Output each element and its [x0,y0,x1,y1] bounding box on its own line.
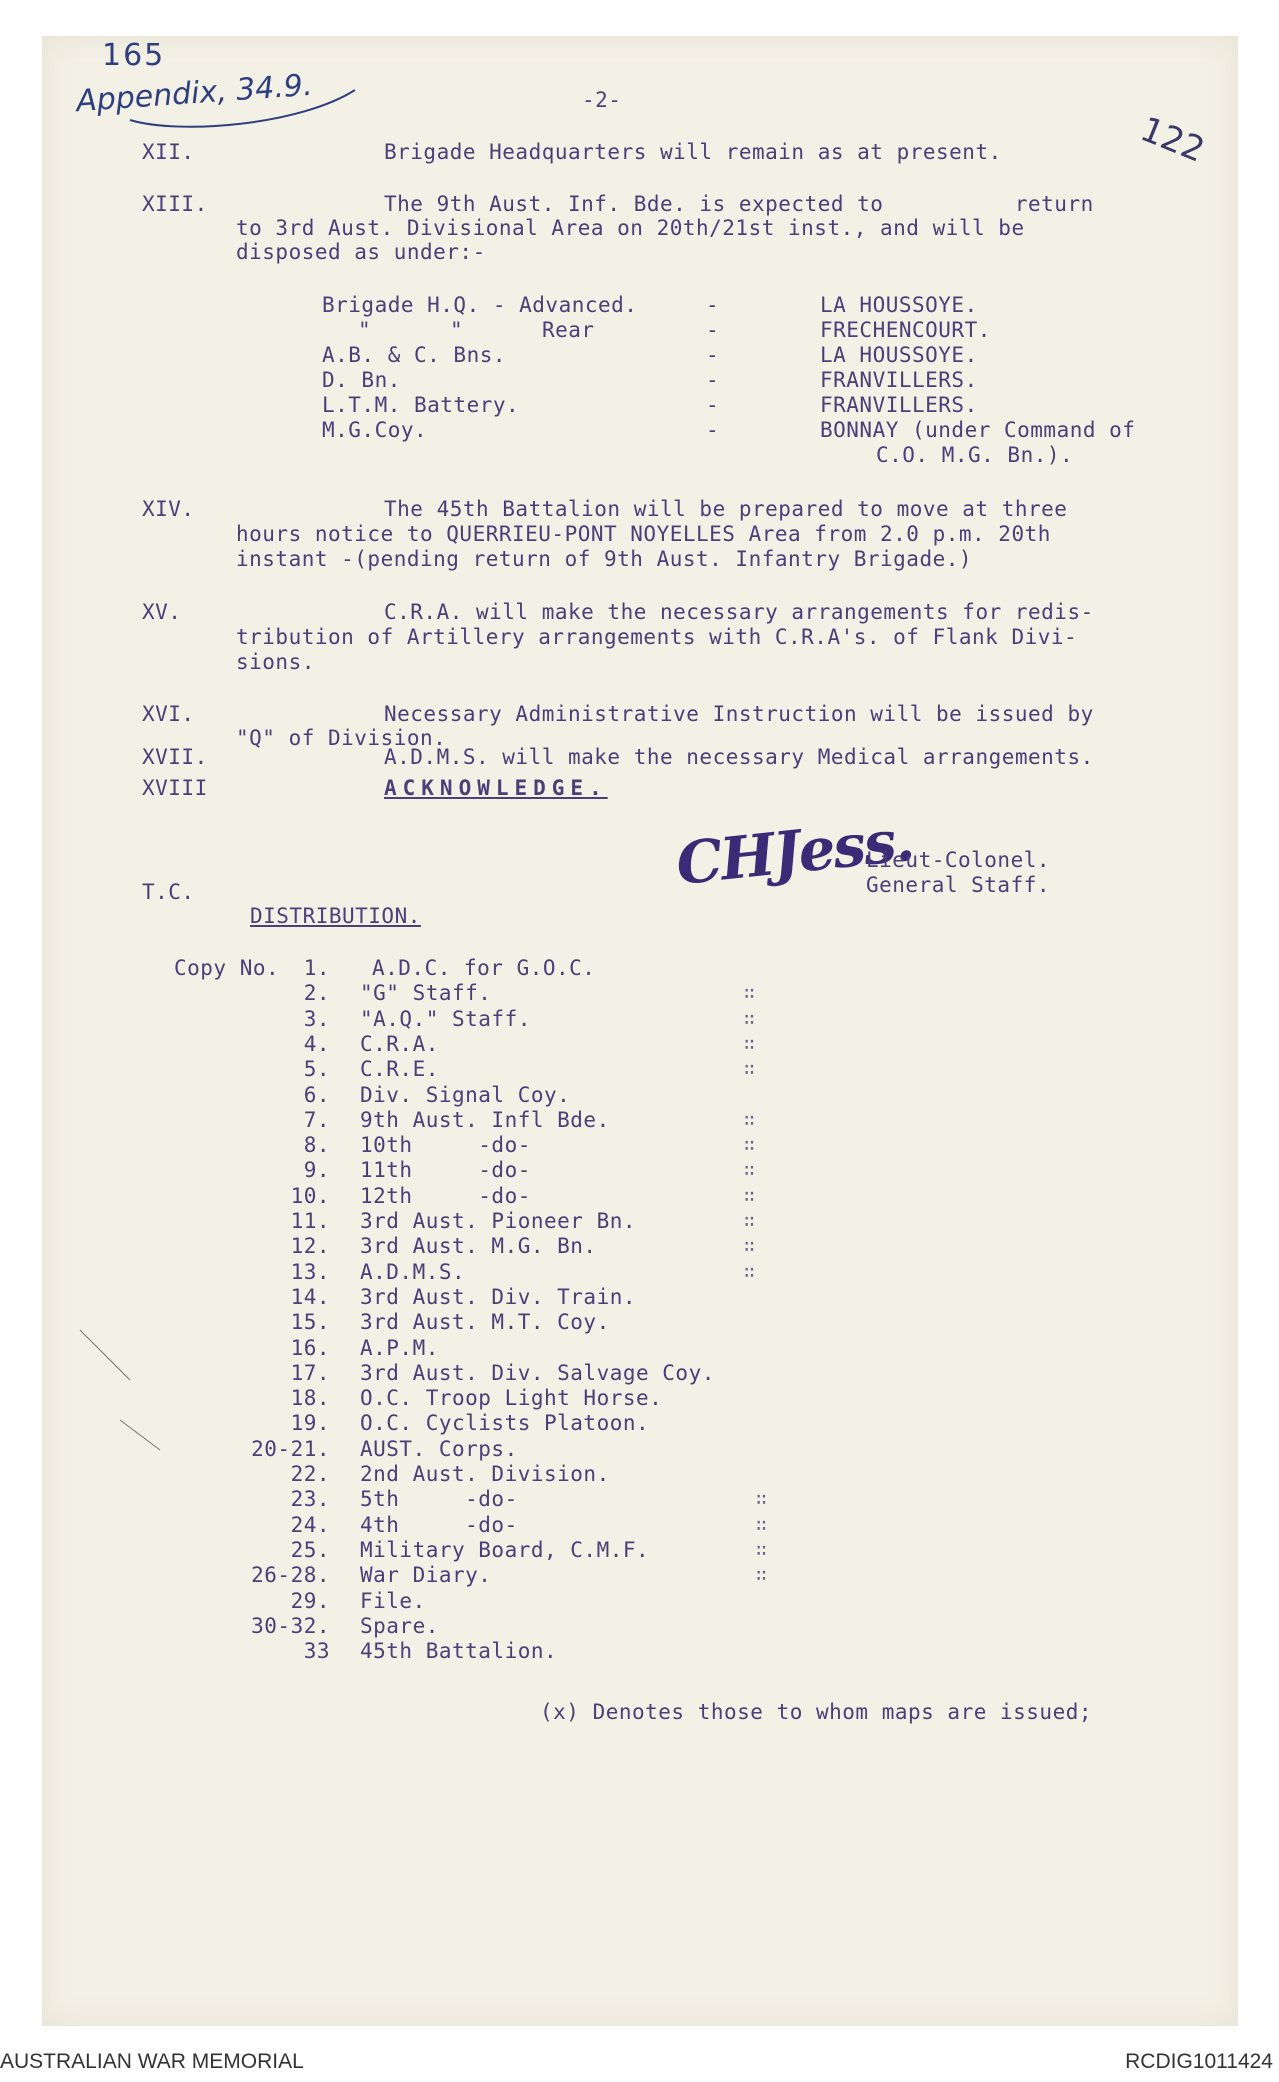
map-issued-mark: ∷ [756,1540,767,1561]
signature-rank: Lieut-Colonel. [866,848,1051,872]
disposition-unit: M.G.Coy. [322,418,428,442]
distribution-heading: DISTRIBUTION. [250,904,421,928]
para-xii-text: Brigade Headquarters will remain as at present. [384,140,1002,164]
copy-number: 29. [290,1589,330,1613]
distribution-recipient: Military Board, C.M.F. [360,1538,650,1562]
distribution-recipient: Spare. [360,1614,439,1638]
distribution-recipient: C.R.E. [360,1057,439,1081]
para-xiii-number: XIII. [142,192,208,216]
para-xv-line: C.R.A. will make the necessary arrangements for redis- [384,600,1094,624]
copy-number: 22. [290,1462,330,1486]
para-xiii-line: disposed as under:- [236,240,486,264]
para-xv-line: tribution of Artillery arrangements with C.R.A's. of Flank Divi- [236,625,1078,649]
tc-initials: T.C. [142,880,195,904]
map-issued-mark: ∷ [756,1489,767,1510]
footer-id: RCDIG1011424 [1125,2050,1273,2073]
copy-number: 26-28. [251,1563,330,1587]
pencil-marks [60,1320,180,1460]
distribution-recipient: 12th -do- [360,1184,531,1208]
disposition-dash: - [706,393,720,417]
page-stamp-number: 122 [1134,109,1211,171]
distribution-recipient: C.R.A. [360,1032,439,1056]
map-issued-mark: ∷ [744,1211,755,1232]
copy-number: 13. [290,1260,330,1284]
map-issued-mark: ∷ [744,1236,755,1257]
copy-number: 6. [303,1083,330,1107]
copy-number: 9. [303,1158,330,1182]
map-issued-mark: ∷ [744,1034,755,1055]
copy-number: 5. [303,1057,330,1081]
footer-archive: AUSTRALIAN WAR MEMORIAL [0,2050,304,2073]
disposition-place: BONNAY (under Command of [820,418,1136,442]
para-xvii-number: XVII. [142,745,208,769]
copy-number: 20-21. [251,1437,330,1461]
map-issued-mark: ∷ [744,1110,755,1131]
para-xv-line: sions. [236,650,315,674]
copy-number: 12. [290,1234,330,1258]
disposition-dash: - [706,368,720,392]
disposition-unit: L.T.M. Battery. [322,393,520,417]
distribution-recipient: 3rd Aust. Pioneer Bn. [360,1209,637,1233]
para-xvi-number: XVI. [142,702,195,726]
para-xvii-text: A.D.M.S. will make the necessary Medical arrangements. [384,745,1094,769]
distribution-recipient: 2nd Aust. Division. [360,1462,610,1486]
distribution-recipient: Div. Signal Coy. [360,1083,571,1107]
distribution-recipient: "A.Q." Staff. [360,1007,531,1031]
copy-number: 33 [303,1639,330,1663]
map-issued-mark: ∷ [744,1186,755,1207]
disposition-place: C.O. M.G. Bn.). [876,443,1074,467]
signature-role: General Staff. [866,873,1051,897]
copy-number: 15. [290,1310,330,1334]
disposition-unit: " " Rear [358,318,595,342]
distribution-recipient: AUST. Corps. [360,1437,518,1461]
acknowledge-text: ACKNOWLEDGE. [384,776,608,800]
distribution-recipient: 11th -do- [360,1158,531,1182]
para-xvi-line: Necessary Administrative Instruction will be issued by [384,702,1094,726]
disposition-place: FRECHENCOURT. [820,318,991,342]
distribution-recipient: War Diary. [360,1563,492,1587]
disposition-place: LA HOUSSOYE. [820,293,978,317]
distribution-recipient: 10th -do- [360,1133,531,1157]
copy-number: 3. [303,1007,330,1031]
copy-number: 30-32. [251,1614,330,1638]
appendix-annotation: Appendix, 34.9. [75,67,314,120]
para-xviii-number: XVIII [142,776,208,800]
copy-number: 7. [303,1108,330,1132]
disposition-unit: A.B. & C. Bns. [322,343,507,367]
para-xv-number: XV. [142,600,182,624]
disposition-place: FRANVILLERS. [820,368,978,392]
copy-number: 4. [303,1032,330,1056]
map-issued-mark: ∷ [744,983,755,1004]
copy-number: 2. [303,981,330,1005]
disposition-dash: - [706,318,720,342]
copy-number: 1. [303,956,330,980]
copy-number: 14. [290,1285,330,1309]
signature: CHJess. [673,805,916,899]
copy-number: 17. [290,1361,330,1385]
distribution-recipient: File. [360,1589,426,1613]
document-page [42,36,1238,2026]
copy-number: 10. [290,1184,330,1208]
distribution-recipient: 45th Battalion. [360,1639,558,1663]
distribution-recipient: A.D.M.S. [360,1260,466,1284]
copy-number: 23. [290,1487,330,1511]
map-issued-mark: ∷ [744,1009,755,1030]
disposition-dash: - [706,418,720,442]
distribution-recipient: 5th -do- [360,1487,518,1511]
para-xiv-line: hours notice to QUERRIEU-PONT NOYELLES Area from 2.0 p.m. 20th [236,522,1051,546]
distribution-recipient: O.C. Cyclists Platoon. [360,1411,650,1435]
para-xvi-line: "Q" of Division. [236,726,447,750]
disposition-unit: D. Bn. [322,368,401,392]
copy-number: 18. [290,1386,330,1410]
para-xiv-line: The 45th Battalion will be prepared to move at three [384,497,1068,521]
para-xiii-line: The 9th Aust. Inf. Bde. is expected to return [384,192,1094,216]
distribution-recipient: 3rd Aust. M.G. Bn. [360,1234,597,1258]
disposition-place: FRANVILLERS. [820,393,978,417]
appendix-circle [120,80,360,140]
disposition-dash: - [706,293,720,317]
distribution-recipient: 9th Aust. Infl Bde. [360,1108,610,1132]
para-xiii-line: to 3rd Aust. Divisional Area on 20th/21st inst., and will be [236,216,1025,240]
copy-number: 11. [290,1209,330,1233]
distribution-recipient: "G" Staff. [360,981,492,1005]
copy-number: 24. [290,1513,330,1537]
distribution-recipient: 4th -do- [360,1513,518,1537]
map-issued-mark: ∷ [744,1059,755,1080]
distribution-recipient: A.P.M. [360,1336,439,1360]
copy-number: 25. [290,1538,330,1562]
disposition-dash: - [706,343,720,367]
distribution-recipient: A.D.C. for G.O.C. [372,956,596,980]
para-xiv-line: instant -(pending return of 9th Aust. Infantry Brigade.) [236,547,973,571]
distribution-recipient: 3rd Aust. M.T. Coy. [360,1310,610,1334]
distribution-recipient: 3rd Aust. Div. Salvage Coy. [360,1361,715,1385]
distribution-recipient: O.C. Troop Light Horse. [360,1386,663,1410]
copy-label: Copy No. [174,956,280,980]
para-xii-number: XII. [142,140,195,164]
map-issued-mark: ∷ [756,1565,767,1586]
page-number: -2- [582,88,622,112]
disposition-place: LA HOUSSOYE. [820,343,978,367]
copy-number: 19. [290,1411,330,1435]
folio-number: 165 [102,38,166,73]
para-xiv-number: XIV. [142,497,195,521]
map-issued-mark: ∷ [744,1135,755,1156]
map-issued-mark: ∷ [744,1160,755,1181]
distribution-note: (x) Denotes those to whom maps are issued; [540,1700,1093,1724]
copy-number: 8. [303,1133,330,1157]
distribution-recipient: 3rd Aust. Div. Train. [360,1285,637,1309]
copy-number: 16. [290,1336,330,1360]
map-issued-mark: ∷ [744,1262,755,1283]
map-issued-mark: ∷ [756,1515,767,1536]
disposition-unit: Brigade H.Q. - Advanced. [322,293,638,317]
